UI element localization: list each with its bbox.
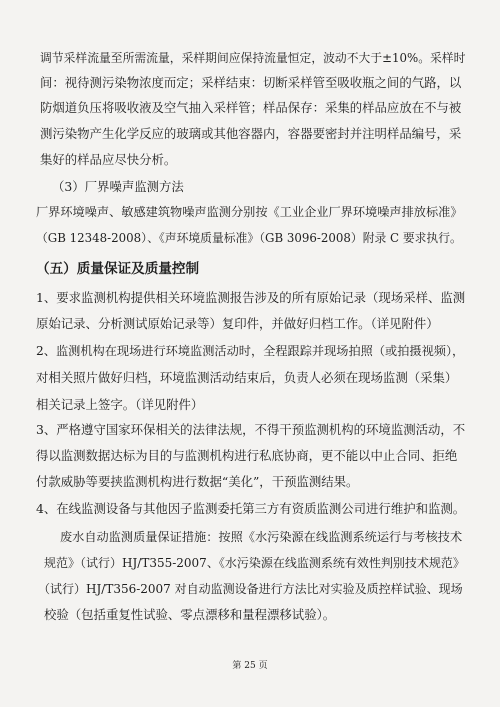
item-2-line-3: 相关记录上签字。（详见附件） [36,397,204,412]
page-number: 第 25 页 [232,661,268,671]
item-3-line-3: 付款威胁等要挟监测机构进行数据“美化”，干预监测结果。 [36,474,359,489]
item-1-line-2: 原始记录、分析测试原始记录等）复印件，并做好归档工作。（详见附件） [36,316,439,331]
item-1-line-1: 1、要求监测机构提供相关环境监测报告涉及的所有原始记录（现场采样、监测 [36,290,466,305]
body-line-7: 厂界环境噪声、敏感建筑物噪声监测分别按《工业企业厂界环境噪声排放标准》 [36,205,463,219]
wastewater-line-1: 废水自动监测质量保证措施：按照《水污染源在线监测系统运行与考核技术 [60,530,463,544]
body-line-8: （GB 12348-2008）、《声环境质量标准》（GB 3096-2008）附录 C 要求执行。 [36,231,462,245]
wastewater-line-3: （试行）HJ/T356-2007 对自动监测设备进行方法比对实验及质控样试验、现场 [38,582,463,596]
body-line-4: 测污染物产生化学反应的玻璃或其他容器内，容器要密封并注明样品编号，采 [40,126,462,141]
item-3-line-1: 3、严格遵守国家环保相关的法律法规，不得干预监测机构的环境监测活动，不 [36,422,466,437]
item-4-line-1: 4、在线监测设备与其他因子监测委托第三方有资质监测公司进行维护和监测。 [36,501,466,516]
body-line-5: 集好的样品应尽快分析。 [40,152,177,167]
wastewater-line-4: 校验（包括重复性试验、零点漂移和量程漂移试验）。 [44,607,336,622]
subsection-noise-method: （3）厂界噪声监测方法 [52,179,184,194]
item-2-line-1: 2、监测机构在现场进行环境监测活动时，全程跟踪并现场拍照（或拍摄视频）， [36,344,465,358]
wastewater-line-2: 规范》（试行）HJ/T355-2007、《水污染源在线监测系统有效性判别技术规范》 [44,556,465,570]
item-2-line-2: 对相关照片做好归档，环境监测活动结束后，负责人必须在现场监测（采集） [36,370,458,385]
item-3-line-2: 得以监测数据达标为目的与监测机构进行私底协商，更不能以中止合同、拒绝 [36,448,458,463]
body-line-3: 防烟道负压将吸收液及空气抽入采样管；样品保存：采集的样品应放在不与被 [40,100,462,115]
section-heading: （五）质量保证及质量控制 [36,261,200,277]
body-line-2: 间：视待测污染物浓度而定；采样结束：切断采样管至吸收瓶之间的气路，以 [40,75,462,90]
body-line-1: 调节采样流量至所需流量，采样期间应保持流量恒定，波动不大于±10%。采样时 [40,51,466,65]
